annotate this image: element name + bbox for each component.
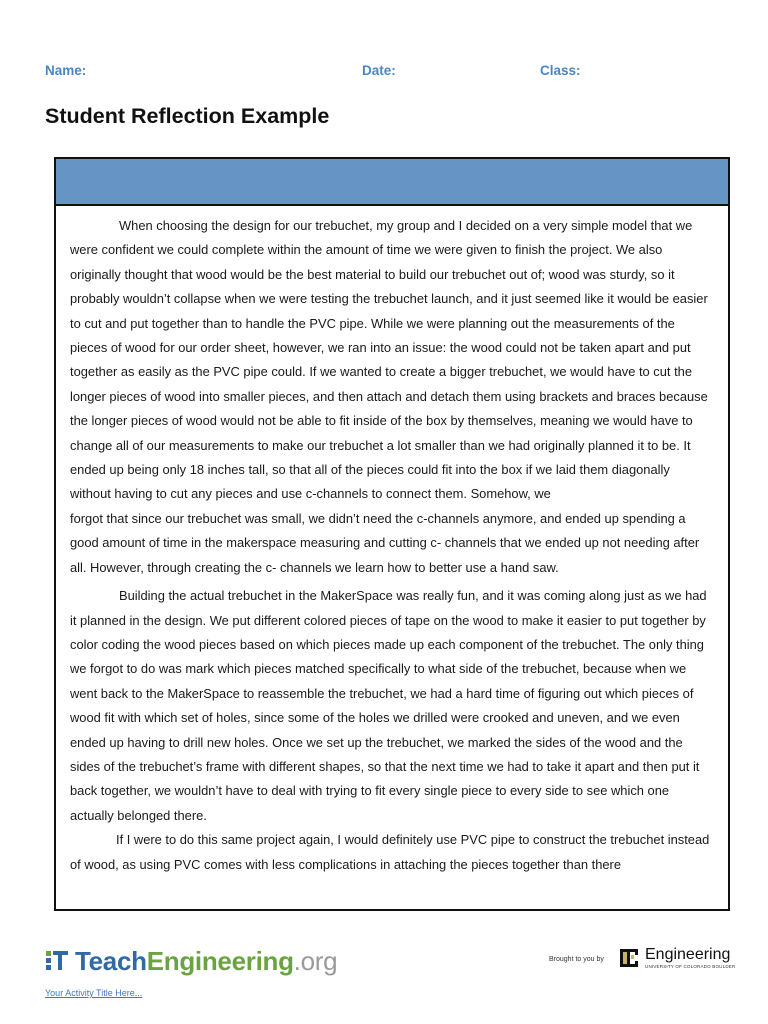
logo-engineering-text: Engineering	[146, 945, 294, 976]
date-label: Date:	[362, 63, 396, 78]
name-label: Name:	[45, 63, 87, 78]
logo-org-text: .org	[293, 945, 338, 976]
brought-to-you-text: Brought to you by	[549, 956, 604, 963]
teachengineering-logo-icon	[45, 949, 69, 973]
page-title: Student Reflection Example	[45, 104, 330, 128]
reflection-box	[54, 157, 730, 911]
cu-logo-icon	[617, 946, 641, 970]
logo-teach-text: Teach	[75, 945, 147, 976]
reflection-paragraph-1: When choosing the design for our trebuchet, my group and I decided on a very simple model that we were confident we could complete within the amount of time we were given to finish the project. We also originally thought that wood would be the best material to build our trebuchet out of; wood was sturdy, so it probably wouldn’t collapse when we were testing the trebuchet launch, and it just seemed like it would be easier to cut and put together than to handle the PVC pipe. While we were planning out the measurements of the pieces of wood for our order sheet, however, we ran into an issue: the wood could not be taken apart and put together as easily as the PVC pipe could. If we wanted to create a bigger trebuchet, we would have to cut the longer pieces of wood into smaller pieces, and then attach and detach them using brackets and braces because the longer pieces of wood would not be able to fit inside of the box by themselves, meaning we would have to change all of our measurements to make our trebuchet a lot smaller than we had originally planned it to be. It ended up being only 18 inches tall, so that all of the pieces could fit into the box if we laid them diagonally without having to cut any pieces and use c-channels to connect them. Somehow, we	[70, 218, 708, 502]
reflection-paragraph-2: Building the actual trebuchet in the MakerSpace was really fun, and it was coming along just as we had it planned in the design. We put different colored pieces of tape on the wood to make it easier to put together by color coding the wood pieces based on which pieces made up each component of the trebuchet. The only thing we forgot to do was mark which pieces matched specifically to what side of the trebuchet, because when we went back to the MakerSpace to reassemble the trebuchet, we had a hard time of figuring out which pieces of wood fit with which set of holes, since some of the holes we drilled were crooked and uneven, and we even ended up having to drill new holes. Once we set up the trebuchet, we marked the sides of the wood and the sides of the trebuchet’s frame with different shapes, so that the next time we had to take it apart and then put it back together, we wouldn’t have to deal with trying to fit every single piece to every side to see which one actually belonged there.	[70, 588, 707, 823]
reflection-paragraph-3: If I were to do this same project again, I would definitely use PVC pipe to construct the trebuchet instead of wood, as using PVC comes with less complications in attaching the pieces together than there	[70, 832, 710, 872]
cu-subtitle-text: UNIVERSITY OF COLORADO BOULDER	[645, 964, 736, 969]
reflection-body	[56, 206, 728, 877]
teachengineering-logo[interactable]	[45, 944, 337, 978]
class-label: Class:	[540, 63, 581, 78]
cu-engineering-logo[interactable]	[617, 946, 735, 970]
reflection-paragraph-1-continued: forgot that since our trebuchet was small, we didn’t need the c-channels anymore, and ended up spending a good amount of time in the makerspace measuring and cutting c- channels that we ended up not needing after all. However, through creating the c- channels we learn how to better use a hand saw.	[70, 510, 700, 575]
cu-engineering-text: Engineering	[645, 946, 731, 963]
activity-title-link[interactable]: Your Activity Title Here...	[45, 988, 143, 998]
reflection-box-header	[56, 159, 728, 206]
teachengineering-wordmark	[75, 946, 337, 977]
